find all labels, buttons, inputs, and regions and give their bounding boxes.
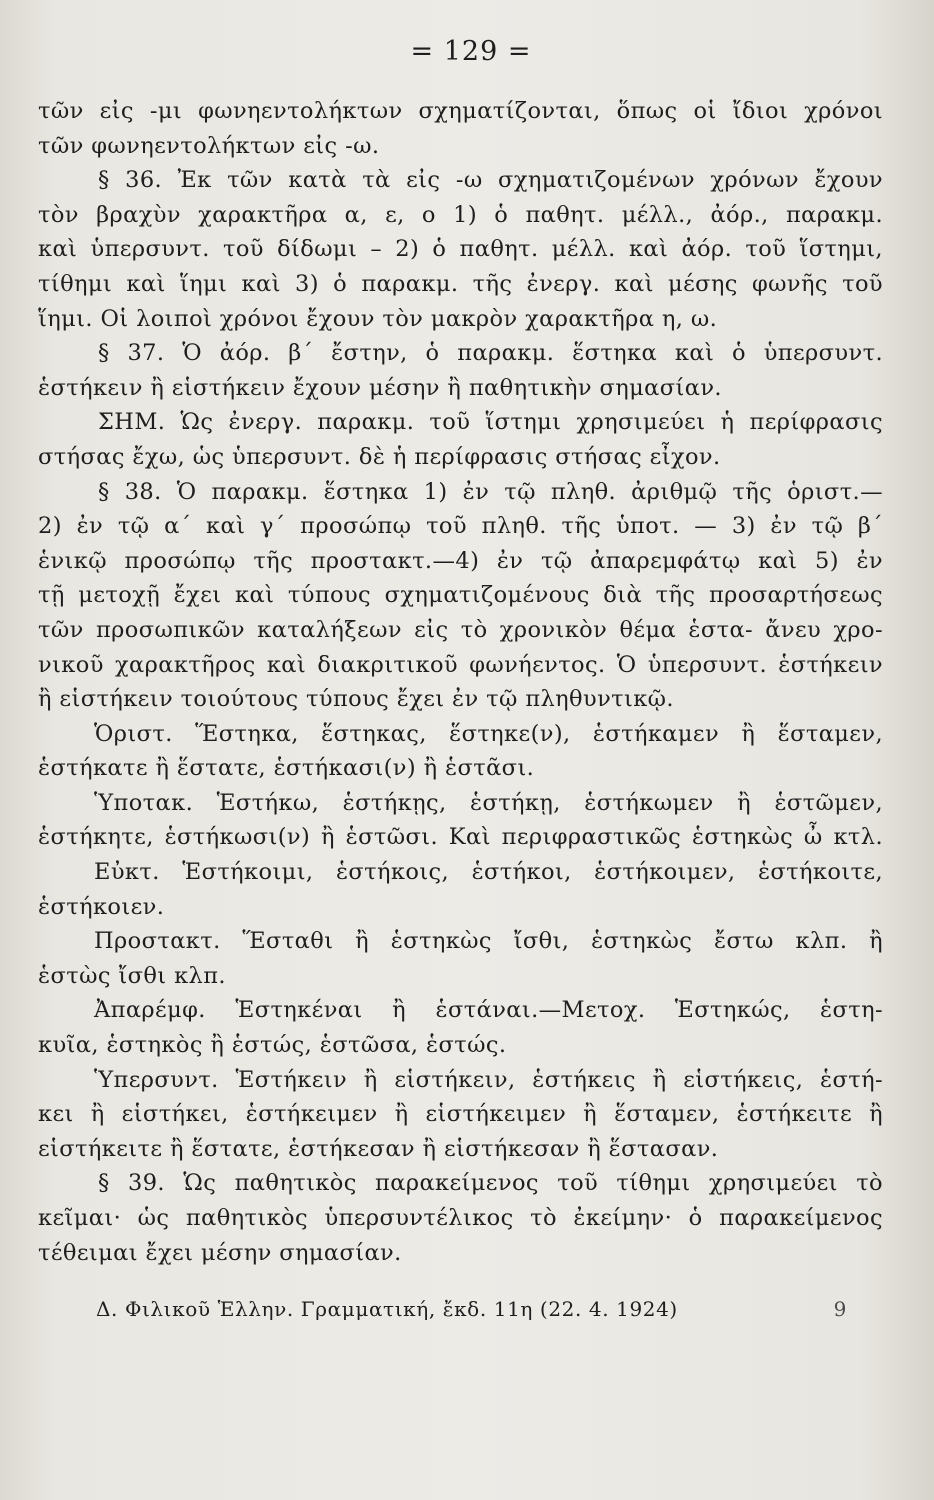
conjugation-line: κυῖα, ἑστηκὸς ἢ ἑστώς, ἑστῶσα, ἑστώς. (38, 1032, 507, 1059)
page-footer (38, 1292, 883, 1326)
conjugation-line: Εὐκτ. Ἑστήκοιμι, ἑστήκοις, ἑστήκοι, ἑστήκοιμεν, ἑστήκοιτε, (94, 859, 883, 886)
text-line: ἵημι. Οἱ λοιποὶ χρόνοι ἔχουν τὸν μακρὸν χαρακτῆρα η, ω. (38, 305, 718, 332)
text-line: κεῖμαι· ὡς παθητικὸς ὑπερσυντέλικος τὸ ἐκείμην· ὁ παρακείμενος (38, 1205, 883, 1231)
conjugation-line: εἱστήκειτε ἢ ἕστατε, ἑστήκεσαν ἢ εἱστήκεσαν ἢ ἕστασαν. (38, 1135, 719, 1162)
section-37-heading-line: § 37. Ὁ ἀόρ. β΄ ἔστην, ὁ παρακμ. ἕστηκα καὶ ὁ ὑπερσυντ. (98, 340, 883, 367)
conjugation-line: Ὁριστ. Ἕστηκα, ἕστηκας, ἕστηκε(ν), ἑστήκαμεν ἢ ἕσταμεν, (94, 720, 883, 747)
section-38-heading-line: § 38. Ὁ παρακμ. ἕστηκα 1) ἐν τῷ πληθ. ἀριθμῷ τῆς ὁριστ.— (98, 478, 883, 505)
text-line: τῶν φωνηεντολήκτων εἰς -ω. (38, 132, 380, 159)
text-line: τῶν εἰς -μι φωνηεντολήκτων σχηματίζονται, ὅπως οἱ ἴδιοι χρόνοι (38, 98, 883, 124)
conjugation-line: κει ἢ εἱστήκει, ἑστήκειμεν ἢ εἱστήκειμεν ἢ ἕσταμεν, ἑστήκειτε ἢ (38, 1101, 883, 1128)
page-header (38, 32, 904, 72)
text-line: τῇ μετοχῇ ἔχει καὶ τύπους σχηματιζομένους διὰ τῆς προσαρτήσεως (38, 582, 883, 609)
text-line: τῶν προσωπικῶν καταλήξεων εἰς τὸ χρονικὸν θέμα ἑστα- ἄνευ χρο- (38, 616, 883, 643)
text-line: νικοῦ χαρακτῆρος καὶ διακριτικοῦ φωνήεντος. Ὁ ὑπερσυντ. ἑστήκειν (38, 651, 883, 678)
text-line: ἢ εἱστήκειν τοιούτους τύπους ἔχει ἐν τῷ πληθυντικῷ. (38, 686, 674, 713)
conjugation-line: ἑστήκατε ἢ ἕστατε, ἑστήκασι(ν) ἢ ἑστᾶσι. (38, 755, 535, 782)
text-line: στήσας ἔχω, ὡς ὑπερσυντ. δὲ ἡ περίφρασις στήσας εἶχον. (38, 443, 721, 470)
signature-mark: 9 (833, 1297, 847, 1322)
section-36-heading-line: § 36. Ἐκ τῶν κατὰ τὰ εἰς -ω σχηματιζομένων χρόνων ἔχουν (98, 167, 883, 194)
conjugation-line: Προστακτ. Ἕσταθι ἢ ἑστηκὼς ἴσθι, ἑστηκὼς ἔστω κλπ. ἢ (94, 928, 883, 955)
conjugation-line: ἑστήκητε, ἑστήκωσι(ν) ἢ ἑστῶσι. Καὶ περιφραστικῶς ἑστηκὼς ὦ κτλ. (38, 824, 883, 851)
page-body (38, 94, 883, 1270)
conjugation-line: ἑστὼς ἴσθι κλπ. (38, 962, 226, 989)
footer-imprint: Δ. Φιλικοῦ Ἑλλην. Γραμματική, ἔκδ. 11η (22. 4. 1924) (96, 1297, 678, 1322)
text-line: τίθημι καὶ ἵημι καὶ 3) ὁ παρακμ. τῆς ἐνεργ. καὶ μέσης φωνῆς τοῦ (38, 270, 883, 297)
page-number: = 129 = (410, 36, 532, 67)
conjugation-line: Ἀπαρέμφ. Ἑστηκέναι ἢ ἑστάναι.—Μετοχ. Ἑστηκώς, ἑστη- (94, 997, 883, 1024)
text-line: ἑνικῷ προσώπῳ τῆς προστακτ.—4) ἐν τῷ ἀπαρεμφάτῳ καὶ 5) ἐν (38, 547, 883, 574)
text-line: τὸν βραχὺν χαρακτῆρα α, ε, ο 1) ὁ παθητ. μέλλ., ἀόρ., παρακμ. (38, 201, 883, 228)
conjugation-line: Ὑποτακ. Ἑστήκω, ἑστήκῃς, ἑστήκῃ, ἑστήκωμεν ἢ ἑστῶμεν, (94, 789, 883, 816)
text-line: ἑστήκειν ἢ εἱστήκειν ἔχουν μέσην ἢ παθητικὴν σημασίαν. (38, 374, 722, 401)
text-line: τέθειμαι ἔχει μέσην σημασίαν. (38, 1239, 402, 1266)
text-line: καὶ ὑπερσυντ. τοῦ δίδωμι – 2) ὁ παθητ. μέλλ. καὶ ἀόρ. τοῦ ἵστημι, (38, 236, 883, 263)
conjugation-line: Ὑπερσυντ. Ἑστήκειν ἢ εἱστήκειν, ἑστήκεις ἢ εἱστήκεις, ἑστή- (94, 1066, 883, 1093)
text-line: 2) ἐν τῷ α΄ καὶ γ΄ προσώπῳ τοῦ πληθ. τῆς ὑποτ. — 3) ἐν τῷ β΄ (38, 513, 883, 540)
section-39-heading-line: § 39. Ὡς παθητικὸς παρακείμενος τοῦ τίθημι χρησιμεύει τὸ (98, 1170, 883, 1197)
note-line: ΣΗΜ. Ὡς ἐνεργ. παρακμ. τοῦ ἵστημι χρησιμεύει ἡ περίφρασις (98, 409, 883, 436)
conjugation-line: ἑστήκοιεν. (38, 893, 165, 920)
